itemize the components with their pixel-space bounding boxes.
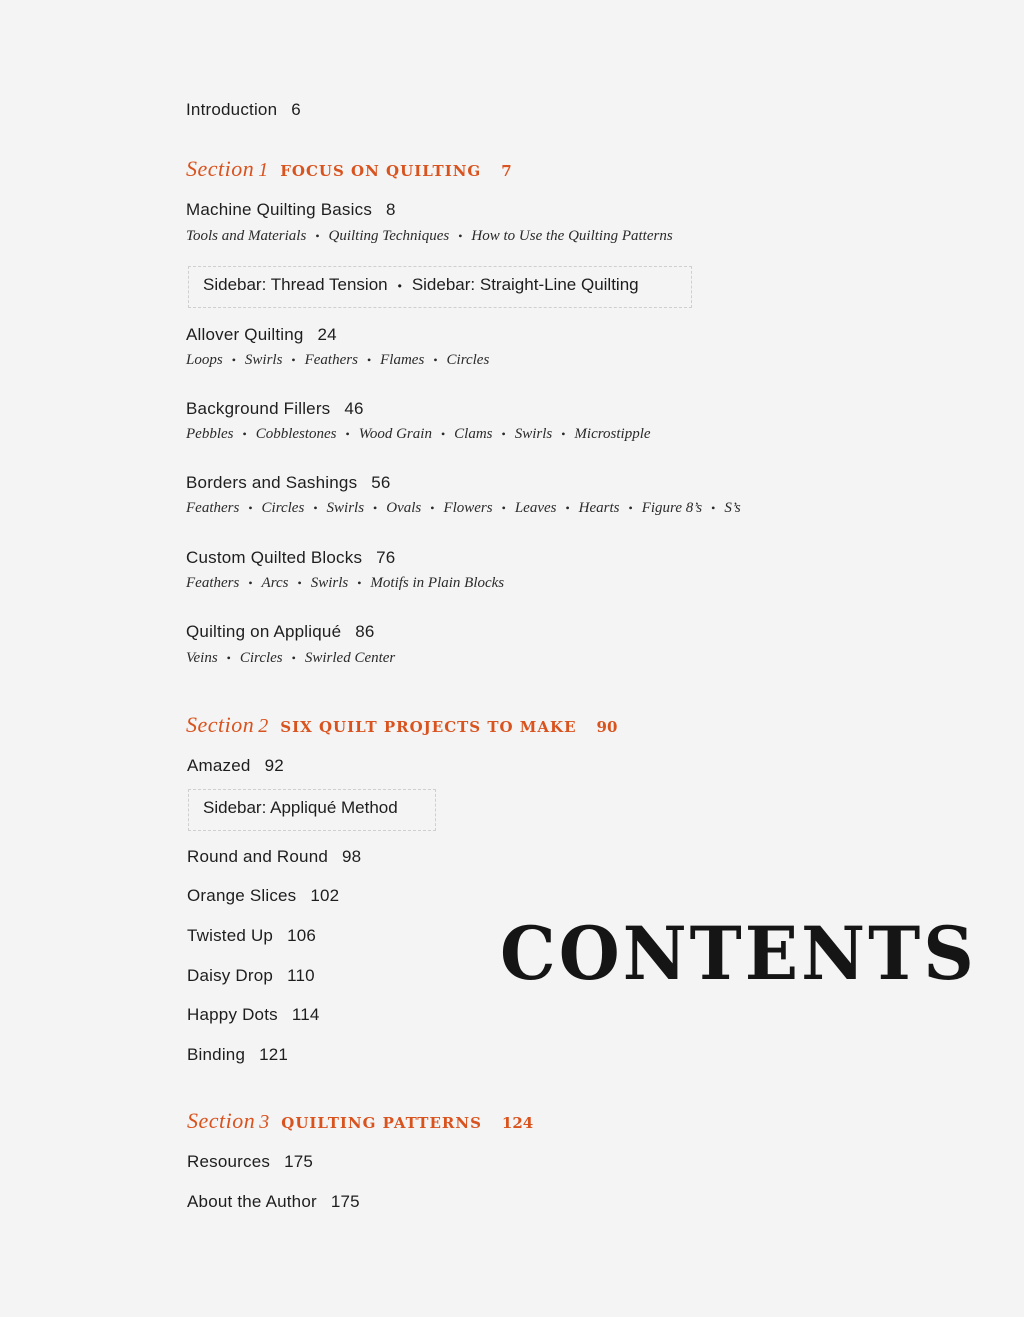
subtopic: Arcs (261, 575, 289, 591)
subtopic: Flowers (443, 500, 493, 516)
subtopic: Feathers (304, 352, 358, 368)
entry-label: Happy Dots (187, 1005, 278, 1024)
section-word: Section (187, 1108, 256, 1133)
subtopic: Feathers (186, 575, 240, 591)
section-word: Section (186, 712, 255, 737)
subtopic: How to Use the Quilting Patterns (471, 228, 673, 244)
entry-page: 92 (264, 756, 284, 775)
section-3-heading[interactable] (187, 1108, 533, 1134)
toc-entry-happy-dots[interactable] (187, 1005, 320, 1025)
entry-label: Round and Round (187, 847, 329, 866)
section-page: 90 (596, 718, 618, 736)
subtopics-custom-quilted-blocks: Feathers • Arcs • Swirls • Motifs in Plain Blocks (186, 575, 505, 591)
entry-page: 8 (386, 200, 396, 219)
entry-page: 86 (355, 622, 375, 641)
toc-entry-binding[interactable] (187, 1045, 288, 1065)
subtopics-borders-and-sashings: Feathers • Circles • Swirls • Ovals • Flowers • Leaves • Hearts • Figure 8’s • S’s (186, 500, 741, 516)
page-title: CONTENTS (500, 909, 977, 998)
subtopic: Swirled Center (304, 650, 396, 666)
sidebar-box-section-1[interactable]: Sidebar: Thread Tension • Sidebar: Straight-Line Quilting (188, 266, 692, 308)
entry-page: 114 (291, 1005, 320, 1024)
subtopic: Loops (186, 352, 223, 368)
section-number: 3 (259, 1111, 270, 1133)
toc-entry-orange-slices[interactable] (187, 886, 339, 906)
subtopic: Figure 8’s (641, 500, 703, 516)
section-page: 7 (501, 162, 512, 180)
entry-page: 24 (317, 325, 337, 344)
entry-label: Allover Quilting (186, 325, 304, 344)
toc-entry-allover-quilting[interactable] (186, 325, 337, 345)
subtopic: Microstipple (574, 426, 651, 442)
entry-label: Quilting on Appliqué (186, 622, 342, 641)
subtopic: Circles (261, 500, 305, 516)
section-number: 1 (258, 159, 269, 181)
subtopic: S’s (724, 500, 741, 516)
subtopics-quilting-on-applique: Veins • Circles • Swirled Center (186, 650, 396, 666)
subtopic: Swirls (310, 575, 349, 591)
entry-page: 102 (310, 886, 340, 905)
subtopic: Leaves (514, 500, 557, 516)
sidebar-item: Sidebar: Thread Tension (203, 275, 388, 294)
entry-label: Machine Quilting Basics (186, 200, 373, 219)
entry-page: 106 (287, 926, 317, 945)
subtopic: Flames (380, 352, 425, 368)
entry-page: 98 (342, 847, 362, 866)
toc-entry-daisy-drop[interactable] (187, 966, 315, 986)
entry-label: Amazed (187, 756, 251, 775)
entry-label: Introduction (186, 100, 278, 119)
section-1-heading[interactable] (186, 156, 512, 182)
entry-label: Twisted Up (187, 926, 274, 945)
toc-entry-amazed[interactable] (187, 756, 284, 776)
subtopic: Motifs in Plain Blocks (370, 575, 505, 591)
entry-page: 46 (344, 399, 364, 418)
entry-label: Background Fillers (186, 399, 331, 418)
subtopic: Tools and Materials (186, 228, 307, 244)
entry-page: 6 (291, 100, 301, 119)
section-2-heading[interactable] (186, 712, 617, 738)
entry-page: 110 (287, 966, 315, 985)
section-title: FOCUS ON QUILTING (280, 162, 482, 180)
sidebar-box-section-2[interactable] (188, 789, 436, 831)
sidebar-item: Sidebar: Straight-Line Quilting (411, 275, 639, 294)
toc-entry-resources[interactable] (187, 1152, 313, 1172)
subtopic: Swirls (514, 426, 553, 442)
subtopic: Clams (454, 426, 493, 442)
entry-label: Custom Quilted Blocks (186, 548, 363, 567)
entry-page: 121 (259, 1045, 289, 1064)
entry-page: 56 (371, 473, 391, 492)
toc-entry-custom-quilted-blocks[interactable] (186, 548, 395, 568)
entry-label: Binding (187, 1045, 246, 1064)
toc-entry-machine-quilting-basics[interactable] (186, 200, 396, 220)
entry-label: Orange Slices (187, 886, 297, 905)
toc-entry-quilting-on-applique[interactable] (186, 622, 375, 642)
entry-label: Resources (187, 1152, 271, 1171)
section-page: 124 (501, 1114, 534, 1132)
subtopic: Cobblestones (255, 426, 337, 442)
section-word: Section (186, 156, 255, 181)
toc-entry-about-the-author[interactable] (187, 1192, 360, 1212)
subtopic: Quilting Techniques (328, 228, 450, 244)
subtopic: Ovals (386, 500, 422, 516)
entry-page: 175 (284, 1152, 314, 1171)
entry-label: About the Author (187, 1192, 317, 1211)
toc-entry-background-fillers[interactable] (186, 399, 364, 419)
subtopic: Wood Grain (358, 426, 432, 442)
subtopics-machine-quilting-basics: Tools and Materials • Quilting Techniques • How to Use the Quilting Patterns (186, 228, 673, 244)
sidebar-item: Sidebar: Appliqué Method (203, 798, 398, 817)
subtopics-allover-quilting: Loops • Swirls • Feathers • Flames • Circles (186, 352, 490, 368)
section-title: QUILTING PATTERNS (281, 1114, 482, 1132)
subtopic: Swirls (326, 500, 365, 516)
subtopics-background-fillers: Pebbles • Cobblestones • Wood Grain • Clams • Swirls • Microstipple (186, 426, 651, 442)
entry-page: 175 (330, 1192, 360, 1211)
subtopic: Circles (239, 650, 283, 666)
toc-entry-round-and-round[interactable] (187, 847, 361, 867)
section-title: SIX QUILT PROJECTS TO MAKE (280, 718, 577, 736)
subtopic: Circles (446, 352, 490, 368)
subtopic: Pebbles (186, 426, 234, 442)
entry-page: 76 (376, 548, 396, 567)
toc-entry-introduction[interactable] (186, 100, 301, 120)
section-number: 2 (258, 715, 269, 737)
entry-label: Borders and Sashings (186, 473, 358, 492)
subtopic: Hearts (578, 500, 620, 516)
subtopic: Feathers (186, 500, 240, 516)
toc-entry-twisted-up[interactable] (187, 926, 316, 946)
entry-label: Daisy Drop (187, 966, 274, 985)
toc-entry-borders-and-sashings[interactable] (186, 473, 391, 493)
subtopic: Swirls (244, 352, 283, 368)
subtopic: Veins (186, 650, 218, 666)
